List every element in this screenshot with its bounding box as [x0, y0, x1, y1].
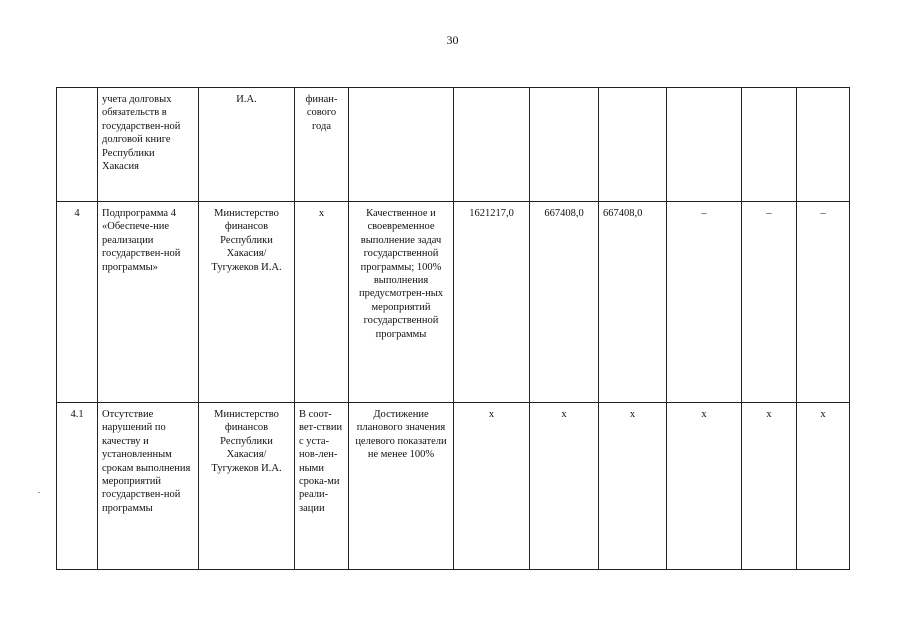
value-cell-1: х	[454, 403, 530, 570]
measure-name-cell: Подпрограмма 4 «Обеспече-ние реализации государствен-ной программы»	[98, 202, 199, 403]
page-number: 30	[446, 33, 459, 47]
row-number-cell	[57, 88, 98, 202]
responsible-cell: Министерство финансов Республики Хакасия/ Тугужеков И.А.	[199, 403, 295, 570]
value-cell-2: 667408,0	[530, 202, 599, 403]
value-cell-6: х	[797, 403, 850, 570]
value-cell-6: –	[797, 202, 850, 403]
value-cell-5	[742, 88, 797, 202]
value-cell-3: 667408,0	[599, 202, 667, 403]
value-cell-5: –	[742, 202, 797, 403]
value-cell-1	[454, 88, 530, 202]
table-row	[57, 403, 850, 570]
measure-name-cell: Отсутствие нарушений по качеству и установленным срокам выполнения мероприятий государствен-ной программы	[98, 403, 199, 570]
value-cell-6	[797, 88, 850, 202]
program-table	[56, 87, 850, 570]
value-cell-4: х	[667, 403, 742, 570]
expected-result-cell: Качественное и своевременное выполнение задач государственной программы; 100% выполнения предусмотрен-ных мероприятий государственной программы	[349, 202, 454, 403]
table-row	[57, 202, 850, 403]
term-cell: финан-сового года	[295, 88, 349, 202]
expected-result-cell	[349, 88, 454, 202]
value-cell-2: х	[530, 403, 599, 570]
table-row	[57, 88, 850, 202]
row-number-cell: 4	[57, 202, 98, 403]
value-cell-3: х	[599, 403, 667, 570]
row-number-cell: 4.1	[57, 403, 98, 570]
value-cell-1: 1621217,0	[454, 202, 530, 403]
expected-result-cell: Достижение планового значения целевого показатели не менее 100%	[349, 403, 454, 570]
measure-name-cell: учета долговых обязательств в государствен-ной долговой книге Республики Хакасия	[98, 88, 199, 202]
term-cell: х	[295, 202, 349, 403]
responsible-cell: И.А.	[199, 88, 295, 202]
value-cell-5: х	[742, 403, 797, 570]
value-cell-2	[530, 88, 599, 202]
responsible-cell: Министерство финансов Республики Хакасия/ Тугужеков И.А.	[199, 202, 295, 403]
value-cell-4: –	[667, 202, 742, 403]
value-cell-3	[599, 88, 667, 202]
term-cell: В соот-вет-ствии с уста-нов-лен-ными срока-ми реали-зации	[295, 403, 349, 570]
scan-mark	[38, 492, 40, 493]
value-cell-4	[667, 88, 742, 202]
